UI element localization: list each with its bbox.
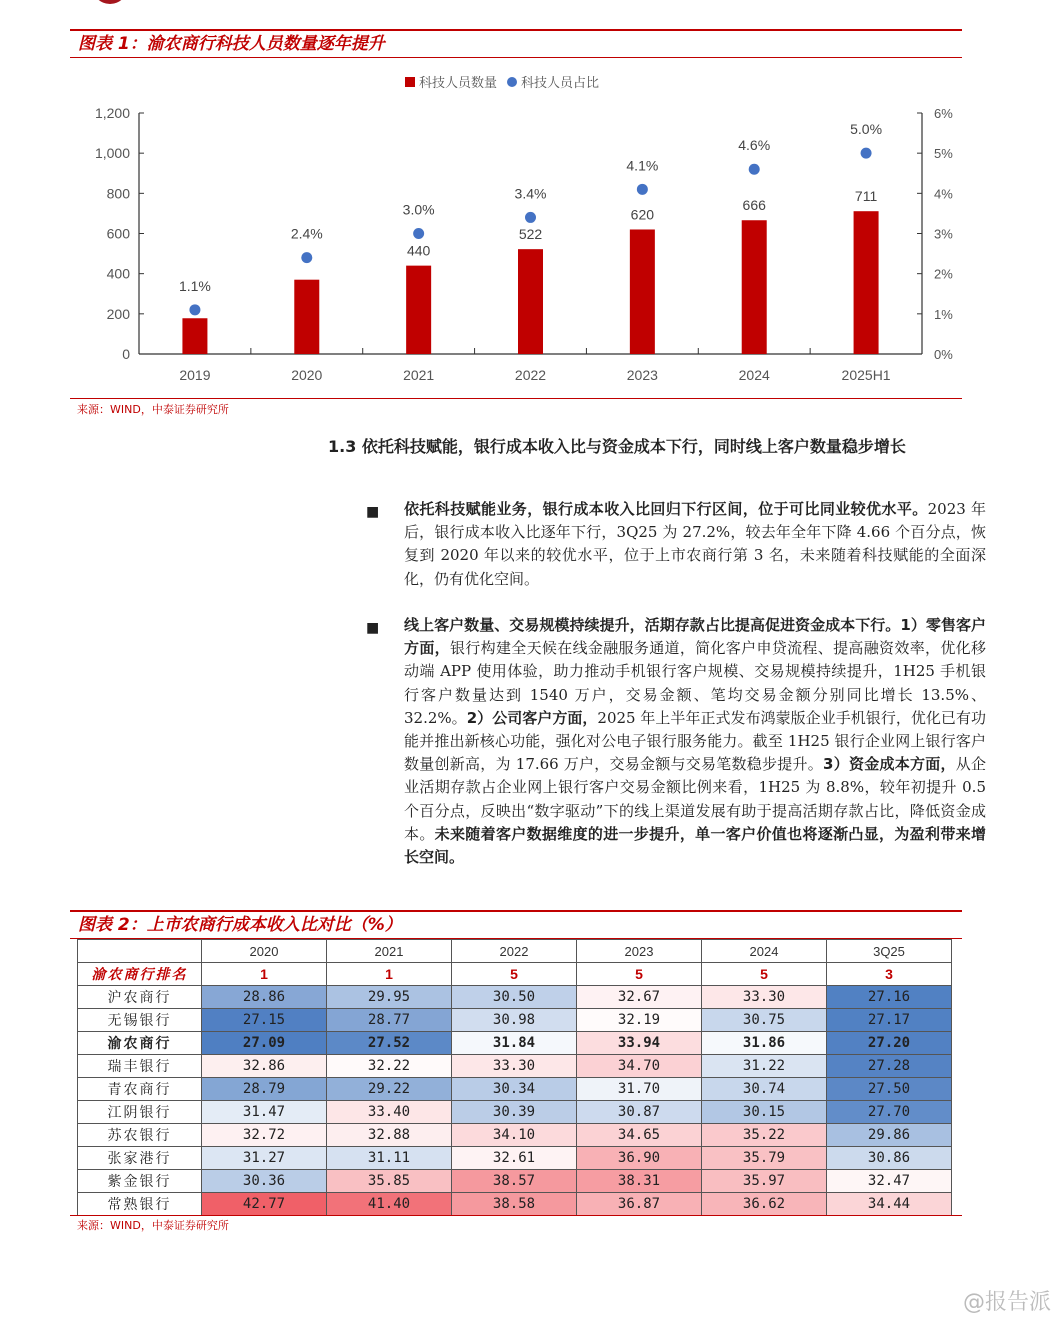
bullet-1 <box>366 498 986 591</box>
table-row <box>78 1124 952 1147</box>
rank-cell: 1 <box>202 963 327 986</box>
ratio-cell: 32.61 <box>452 1147 577 1170</box>
bank-name: 苏农银行 <box>78 1124 202 1147</box>
left-tick-label: 1,000 <box>94 145 130 162</box>
category-label: 2022 <box>514 367 547 383</box>
bar <box>294 280 319 354</box>
ratio-cell: 30.74 <box>702 1078 827 1101</box>
ratio-cell: 34.44 <box>827 1193 952 1216</box>
ratio-cell: 27.16 <box>827 986 952 1009</box>
ratio-cell: 42.77 <box>202 1193 327 1216</box>
ratio-point <box>637 184 648 195</box>
table-header-cell: 2024 <box>702 940 827 963</box>
bullet-2-corporate-lead: 2）公司客户方面， <box>466 708 598 727</box>
left-tick-label: 200 <box>106 305 130 322</box>
table-header-cell: 2022 <box>452 940 577 963</box>
category-label: 2024 <box>738 367 770 383</box>
rank-label: 渝农商行排名 <box>78 963 202 986</box>
bullet-1-lead: 依托科技赋能业务，银行成本收入比回归下行区间，位于可比同业较优水平。 <box>404 500 928 518</box>
ratio-cell: 30.87 <box>577 1101 702 1124</box>
ratio-cell: 27.28 <box>827 1055 952 1078</box>
table-row <box>78 986 952 1009</box>
ratio-value-label: 3.0% <box>402 201 435 218</box>
ratio-cell: 36.90 <box>577 1147 702 1170</box>
category-label: 2023 <box>626 367 658 383</box>
bank-name: 渝农商行 <box>78 1032 202 1055</box>
ratio-cell: 38.57 <box>452 1170 577 1193</box>
ratio-cell: 31.11 <box>327 1147 452 1170</box>
ratio-cell: 31.27 <box>202 1147 327 1170</box>
left-tick-label: 0 <box>122 346 130 362</box>
ratio-cell: 32.88 <box>327 1124 452 1147</box>
ratio-cell: 27.52 <box>327 1032 452 1055</box>
right-tick-label: 6% <box>934 106 953 121</box>
table-header-cell: 3Q25 <box>827 940 952 963</box>
ratio-value-label: 4.1% <box>626 157 659 174</box>
ratio-cell: 30.36 <box>202 1170 327 1193</box>
table-header-cell: 2021 <box>327 940 452 963</box>
ratio-point <box>749 164 760 175</box>
right-tick-label: 3% <box>934 226 953 242</box>
ratio-point <box>413 228 424 239</box>
ratio-cell: 29.86 <box>827 1124 952 1147</box>
bullet-1-text: 2023 年后，银行成本收入比逐年下行，3Q25 为 27.2%，较去年全年下降 4.66 个百分点，恢复到 2020 年以来的较优水平，位于上市农商行第 3 名，未来随着科技赋能的全面深化，仍有优化空间。 <box>404 500 986 588</box>
bar-value-label: 522 <box>518 226 543 243</box>
bullet-2-funding-lead: 3）资金成本方面， <box>823 755 956 774</box>
bank-name: 江阴银行 <box>78 1101 202 1124</box>
table-header-cell: 2020 <box>202 940 327 963</box>
table-row <box>78 1193 952 1216</box>
right-tick-label: 5% <box>934 146 953 162</box>
ratio-cell: 27.70 <box>827 1101 952 1124</box>
bar-value-label: 440 <box>406 242 431 259</box>
ratio-value-label: 2.4% <box>290 225 323 242</box>
ratio-cell: 33.94 <box>577 1032 702 1055</box>
legend-dot-label: 科技人员占比 <box>521 76 600 91</box>
left-tick-label: 400 <box>106 265 130 282</box>
ratio-cell: 32.67 <box>577 986 702 1009</box>
ratio-value-label: 4.6% <box>738 137 771 154</box>
bullet-2-conclusion: 未来随着客户数据维度的进一步提升，单一客户价值也将逐渐凸显，为盈利带来增长空间。 <box>404 824 986 867</box>
ratio-value-label: 3.4% <box>514 185 547 202</box>
section-heading: 1.3 依托科技赋能，银行成本收入比与资金成本下行，同时线上客户数量稳步增长 <box>328 437 906 456</box>
ratio-cell: 27.17 <box>827 1009 952 1032</box>
ratio-cell: 27.50 <box>827 1078 952 1101</box>
figure1-source: 来源：WIND，中泰证券研究所 <box>77 403 229 416</box>
ratio-cell: 38.31 <box>577 1170 702 1193</box>
bullet-marker: ■ <box>366 620 380 636</box>
ratio-cell: 30.98 <box>452 1009 577 1032</box>
ratio-cell: 36.62 <box>702 1193 827 1216</box>
rank-row <box>78 963 952 986</box>
ratio-cell: 27.20 <box>827 1032 952 1055</box>
ratio-cell: 41.40 <box>327 1193 452 1216</box>
left-tick-label: 800 <box>106 185 130 202</box>
staff-chart <box>0 0 1061 400</box>
ratio-cell: 33.30 <box>702 986 827 1009</box>
rank-cell: 5 <box>452 963 577 986</box>
bullet-2-text-b: 2025 年上半年正式发布鸿蒙版企业手机银行，优化已有功能并推出新核心功能，强化对公电子银行服务能力。截至 1H25 银行企业网上银行客户数量创新高，为 17.66 万户，交易金额与交易笔数稳步提升。 <box>404 708 986 774</box>
ratio-cell: 34.70 <box>577 1055 702 1078</box>
figure1-source-divider <box>70 398 962 399</box>
category-label: 2020 <box>291 367 323 383</box>
ratio-point <box>189 304 200 315</box>
ratio-cell: 30.34 <box>452 1078 577 1101</box>
bar-value-label: 711 <box>854 188 878 205</box>
category-label: 2019 <box>179 367 211 383</box>
ratio-cell: 31.22 <box>702 1055 827 1078</box>
figure2-title: 图表 2：上市农商行成本收入比对比（%） <box>78 915 402 935</box>
ratio-point <box>301 252 312 263</box>
left-tick-label: 1,200 <box>94 105 130 121</box>
bank-name: 无锡银行 <box>78 1009 202 1032</box>
bank-name: 沪农商行 <box>78 986 202 1009</box>
right-tick-label: 0% <box>934 347 953 362</box>
left-tick-label: 600 <box>106 225 130 242</box>
bar-value-label: 666 <box>742 197 766 214</box>
ratio-cell: 30.75 <box>702 1009 827 1032</box>
ratio-cell: 27.15 <box>202 1009 327 1032</box>
ratio-cell: 31.86 <box>702 1032 827 1055</box>
ratio-cell: 32.86 <box>202 1055 327 1078</box>
bullet-2-text-c: 从企业活期存款占企业网上银行客户交易金额比例来看，1H25 为 8.8%，较年初提升 0.5 个百分点，反映出“数字驱动”下的线上渠道发展有助于提高活期存款占比，降低资金成本。 <box>404 755 986 843</box>
ratio-cell: 31.47 <box>202 1101 327 1124</box>
bank-name: 紫金银行 <box>78 1170 202 1193</box>
ratio-cell: 28.86 <box>202 986 327 1009</box>
ratio-cell: 28.77 <box>327 1009 452 1032</box>
rank-cell: 3 <box>827 963 952 986</box>
watermark: @报告派 <box>962 1290 1051 1315</box>
table-header-row <box>78 940 952 963</box>
category-label: 2025H1 <box>841 367 891 383</box>
ratio-cell: 36.87 <box>577 1193 702 1216</box>
rank-cell: 5 <box>702 963 827 986</box>
ratio-cell: 31.84 <box>452 1032 577 1055</box>
ratio-value-label: 5.0% <box>850 121 883 138</box>
bullet-marker: ■ <box>366 504 380 520</box>
figure2-title-bar <box>70 910 962 939</box>
ratio-cell: 29.22 <box>327 1078 452 1101</box>
cost-income-table <box>77 939 952 1216</box>
ratio-cell: 31.70 <box>577 1078 702 1101</box>
bar <box>518 249 543 354</box>
ratio-point <box>861 148 872 159</box>
figure1-title: 图表 1：渝农商行科技人员数量逐年提升 <box>78 34 385 54</box>
ratio-cell: 30.39 <box>452 1101 577 1124</box>
ratio-cell: 38.58 <box>452 1193 577 1216</box>
ratio-cell: 35.97 <box>702 1170 827 1193</box>
ratio-cell: 32.19 <box>577 1009 702 1032</box>
ratio-cell: 35.22 <box>702 1124 827 1147</box>
ratio-cell: 35.85 <box>327 1170 452 1193</box>
figure2-source-divider <box>70 1215 962 1216</box>
bar-value-label: 620 <box>630 206 655 223</box>
table-header-cell: 2023 <box>577 940 702 963</box>
right-tick-label: 1% <box>934 306 953 322</box>
bar <box>406 266 431 354</box>
bank-name: 张家港行 <box>78 1147 202 1170</box>
bullet-1-body <box>404 498 986 591</box>
ratio-cell: 32.72 <box>202 1124 327 1147</box>
table-row <box>78 1170 952 1193</box>
table-row <box>78 1101 952 1124</box>
ratio-cell: 35.79 <box>702 1147 827 1170</box>
ratio-cell: 32.22 <box>327 1055 452 1078</box>
right-tick-label: 4% <box>934 186 953 202</box>
table-row <box>78 1055 952 1078</box>
bar <box>182 318 207 354</box>
bullet-2-lead: 线上客户数量、交易规模持续提升，活期存款占比提高促进资金成本下行。1）零售客户方面， <box>404 616 986 658</box>
ratio-cell: 30.50 <box>452 986 577 1009</box>
ratio-cell: 33.40 <box>327 1101 452 1124</box>
ratio-cell: 27.09 <box>202 1032 327 1055</box>
ratio-cell: 30.86 <box>827 1147 952 1170</box>
legend-bar-label: 科技人员数量 <box>419 76 498 91</box>
table-row <box>78 1032 952 1055</box>
ratio-value-label: 1.1% <box>178 277 211 294</box>
ratio-cell: 29.95 <box>327 986 452 1009</box>
ratio-cell: 33.30 <box>452 1055 577 1078</box>
rank-cell: 1 <box>327 963 452 986</box>
right-tick-label: 2% <box>934 266 953 282</box>
ratio-cell: 34.10 <box>452 1124 577 1147</box>
ratio-cell: 32.47 <box>827 1170 952 1193</box>
table-row <box>78 1009 952 1032</box>
ratio-cell: 34.65 <box>577 1124 702 1147</box>
bank-name: 常熟银行 <box>78 1193 202 1216</box>
bar <box>854 211 879 354</box>
table-row <box>78 1078 952 1101</box>
ratio-cell: 28.79 <box>202 1078 327 1101</box>
ratio-point <box>525 212 536 223</box>
bank-name: 青农商行 <box>78 1078 202 1101</box>
bullet-2 <box>366 614 986 869</box>
bullet-2-body <box>404 614 986 869</box>
bar <box>742 220 767 354</box>
bullet-2-text-a: 银行构建全天候在线金融服务通道，简化客户申贷流程、提高融资效率，优化移动端 APP 使用体验，助力推动手机银行客户规模、交易规模持续提升，1H25 手机银行客户数量达到 1540 万户，交易金额、笔均交易金额分别同比增长 13.5%、32.2%。 <box>404 639 986 727</box>
bank-name: 瑞丰银行 <box>78 1055 202 1078</box>
bar <box>630 229 655 354</box>
table-header-cell <box>78 940 202 963</box>
rank-cell: 5 <box>577 963 702 986</box>
table-row <box>78 1147 952 1170</box>
category-label: 2021 <box>403 367 435 383</box>
figure2-source: 来源：WIND，中泰证券研究所 <box>77 1219 229 1232</box>
ratio-cell: 30.15 <box>702 1101 827 1124</box>
